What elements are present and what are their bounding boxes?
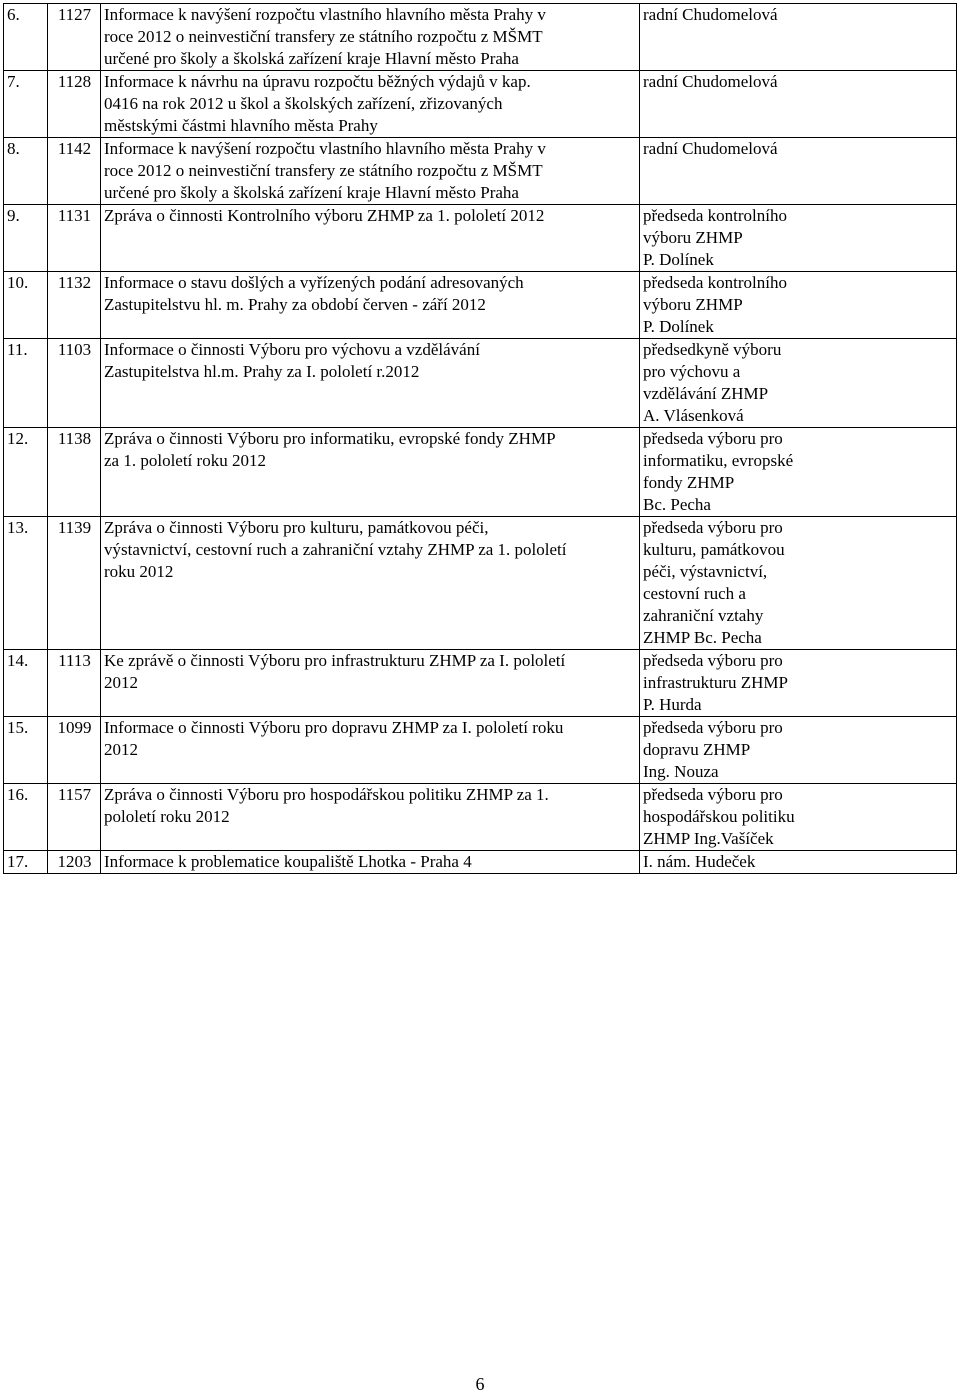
item-title-line: 2012 xyxy=(104,740,138,759)
item-presenter-line: ZHMP Bc. Pecha xyxy=(643,628,762,647)
item-presenter-line: Ing. Nouza xyxy=(643,762,719,781)
item-number: 17. xyxy=(4,851,48,874)
item-presenter-line: předseda výboru pro xyxy=(643,518,783,537)
agenda-body xyxy=(4,4,957,874)
table-row xyxy=(4,71,957,138)
item-presenter-line: Bc. Pecha xyxy=(643,495,711,514)
table-row xyxy=(4,428,957,517)
item-presenter xyxy=(640,717,957,784)
item-code: 1138 xyxy=(48,428,101,517)
item-code: 1128 xyxy=(48,71,101,138)
item-presenter-line: radní Chudomelová xyxy=(643,5,778,24)
item-presenter-line: hospodářskou politiku xyxy=(643,807,795,826)
item-presenter-line: dopravu ZHMP xyxy=(643,740,751,759)
table-row xyxy=(4,784,957,851)
table-row xyxy=(4,517,957,650)
item-presenter-line: předseda výboru pro xyxy=(643,429,783,448)
item-title-line: Informace k navýšení rozpočtu vlastního hlavního města Prahy v xyxy=(104,139,546,158)
item-title-line: Informace o činnosti Výboru pro dopravu ZHMP za I. pololetí roku xyxy=(104,718,564,737)
item-title-line: Informace o stavu došlých a vyřízených podání adresovaných xyxy=(104,273,524,292)
table-row xyxy=(4,205,957,272)
item-number: 6. xyxy=(4,4,48,71)
item-presenter xyxy=(640,784,957,851)
item-presenter-line: předseda výboru pro xyxy=(643,718,783,737)
item-title-line: Zpráva o činnosti Výboru pro hospodářskou politiku ZHMP za 1. xyxy=(104,785,549,804)
item-presenter xyxy=(640,272,957,339)
item-presenter-line: ZHMP Ing.Vašíček xyxy=(643,829,774,848)
item-presenter xyxy=(640,138,957,205)
item-title xyxy=(101,851,640,874)
table-row xyxy=(4,339,957,428)
item-title-line: roku 2012 xyxy=(104,562,174,581)
item-number: 11. xyxy=(4,339,48,428)
item-title xyxy=(101,205,640,272)
item-presenter-line: fondy ZHMP xyxy=(643,473,735,492)
item-presenter-line: P. Dolínek xyxy=(643,317,714,336)
item-presenter-line: předseda výboru pro xyxy=(643,651,783,670)
item-presenter-line: A. Vlásenková xyxy=(643,406,744,425)
item-presenter-line: cestovní ruch a xyxy=(643,584,746,603)
item-title xyxy=(101,784,640,851)
item-presenter xyxy=(640,4,957,71)
item-code: 1113 xyxy=(48,650,101,717)
table-row xyxy=(4,272,957,339)
item-presenter xyxy=(640,339,957,428)
item-title-line: Informace o činnosti Výboru pro výchovu a vzdělávání xyxy=(104,340,480,359)
item-title-line: Zastupitelstvu hl. m. Prahy za období červen - září 2012 xyxy=(104,295,486,314)
item-title-line: Zpráva o činnosti Výboru pro informatiku, evropské fondy ZHMP xyxy=(104,429,556,448)
item-title xyxy=(101,138,640,205)
item-title-line: Informace k návrhu na úpravu rozpočtu běžných výdajů v kap. xyxy=(104,72,531,91)
item-number: 13. xyxy=(4,517,48,650)
item-title-line: 0416 na rok 2012 u škol a školských zařízení, zřizovaných xyxy=(104,94,503,113)
item-title xyxy=(101,428,640,517)
item-number: 9. xyxy=(4,205,48,272)
page-number: 6 xyxy=(475,1374,485,1394)
item-number: 15. xyxy=(4,717,48,784)
item-number: 14. xyxy=(4,650,48,717)
item-presenter xyxy=(640,428,957,517)
item-presenter-line: předsedkyně výboru xyxy=(643,340,782,359)
item-title-line: Informace k problematice koupaliště Lhotka - Praha 4 xyxy=(104,852,472,871)
item-presenter-line: informatiku, evropské xyxy=(643,451,794,470)
item-presenter xyxy=(640,851,957,874)
item-presenter-line: P. Hurda xyxy=(643,695,702,714)
item-presenter-line: I. nám. Hudeček xyxy=(643,852,756,871)
table-row xyxy=(4,4,957,71)
item-title-line: městskými částmi hlavního města Prahy xyxy=(104,116,378,135)
item-title-line: Zastupitelstva hl.m. Prahy za I. pololetí r.2012 xyxy=(104,362,420,381)
item-number: 12. xyxy=(4,428,48,517)
item-title xyxy=(101,272,640,339)
item-code: 1139 xyxy=(48,517,101,650)
item-code: 1132 xyxy=(48,272,101,339)
item-number: 16. xyxy=(4,784,48,851)
item-title-line: Zpráva o činnosti Výboru pro kulturu, památkovou péči, xyxy=(104,518,489,537)
item-title-line: určené pro školy a školská zařízení kraje Hlavní město Praha xyxy=(104,183,519,202)
item-title xyxy=(101,71,640,138)
table-row xyxy=(4,717,957,784)
table-row xyxy=(4,851,957,874)
item-presenter xyxy=(640,71,957,138)
item-presenter xyxy=(640,205,957,272)
item-presenter xyxy=(640,650,957,717)
item-title-line: Zpráva o činnosti Kontrolního výboru ZHMP za 1. pololetí 2012 xyxy=(104,206,545,225)
item-presenter-line: předseda kontrolního xyxy=(643,273,787,292)
item-title xyxy=(101,339,640,428)
item-code: 1131 xyxy=(48,205,101,272)
item-code: 1099 xyxy=(48,717,101,784)
item-title-line: 2012 xyxy=(104,673,138,692)
item-title xyxy=(101,717,640,784)
item-title-line: za 1. pololetí roku 2012 xyxy=(104,451,266,470)
item-code: 1157 xyxy=(48,784,101,851)
item-presenter-line: péči, výstavnictví, xyxy=(643,562,768,581)
table-row xyxy=(4,138,957,205)
item-presenter-line: výboru ZHMP xyxy=(643,295,743,314)
item-title xyxy=(101,517,640,650)
item-presenter-line: radní Chudomelová xyxy=(643,72,778,91)
item-presenter-line: vzdělávání ZHMP xyxy=(643,384,769,403)
table-row xyxy=(4,650,957,717)
item-presenter-line: P. Dolínek xyxy=(643,250,714,269)
item-number: 10. xyxy=(4,272,48,339)
item-title xyxy=(101,4,640,71)
item-title-line: pololetí roku 2012 xyxy=(104,807,230,826)
item-title-line: určené pro školy a školská zařízení kraje Hlavní město Praha xyxy=(104,49,519,68)
item-number: 7. xyxy=(4,71,48,138)
item-presenter xyxy=(640,517,957,650)
item-presenter-line: předseda kontrolního xyxy=(643,206,787,225)
item-presenter-line: předseda výboru pro xyxy=(643,785,783,804)
item-number: 8. xyxy=(4,138,48,205)
item-presenter-line: pro výchovu a xyxy=(643,362,741,381)
item-title-line: Ke zprávě o činnosti Výboru pro infrastrukturu ZHMP za I. pololetí xyxy=(104,651,566,670)
item-presenter-line: radní Chudomelová xyxy=(643,139,778,158)
item-title-line: roce 2012 o neinvestiční transfery ze státního rozpočtu z MŠMT xyxy=(104,27,543,46)
item-presenter-line: zahraniční vztahy xyxy=(643,606,764,625)
item-code: 1103 xyxy=(48,339,101,428)
item-title-line: Informace k navýšení rozpočtu vlastního hlavního města Prahy v xyxy=(104,5,546,24)
item-code: 1203 xyxy=(48,851,101,874)
item-title-line: roce 2012 o neinvestiční transfery ze státního rozpočtu z MŠMT xyxy=(104,161,543,180)
item-title-line: výstavnictví, cestovní ruch a zahraniční vztahy ZHMP za 1. pololetí xyxy=(104,540,567,559)
item-presenter-line: výboru ZHMP xyxy=(643,228,743,247)
item-presenter-line: infrastrukturu ZHMP xyxy=(643,673,788,692)
item-presenter-line: kulturu, památkovou xyxy=(643,540,785,559)
item-code: 1127 xyxy=(48,4,101,71)
agenda-table xyxy=(3,3,957,874)
item-title xyxy=(101,650,640,717)
item-code: 1142 xyxy=(48,138,101,205)
